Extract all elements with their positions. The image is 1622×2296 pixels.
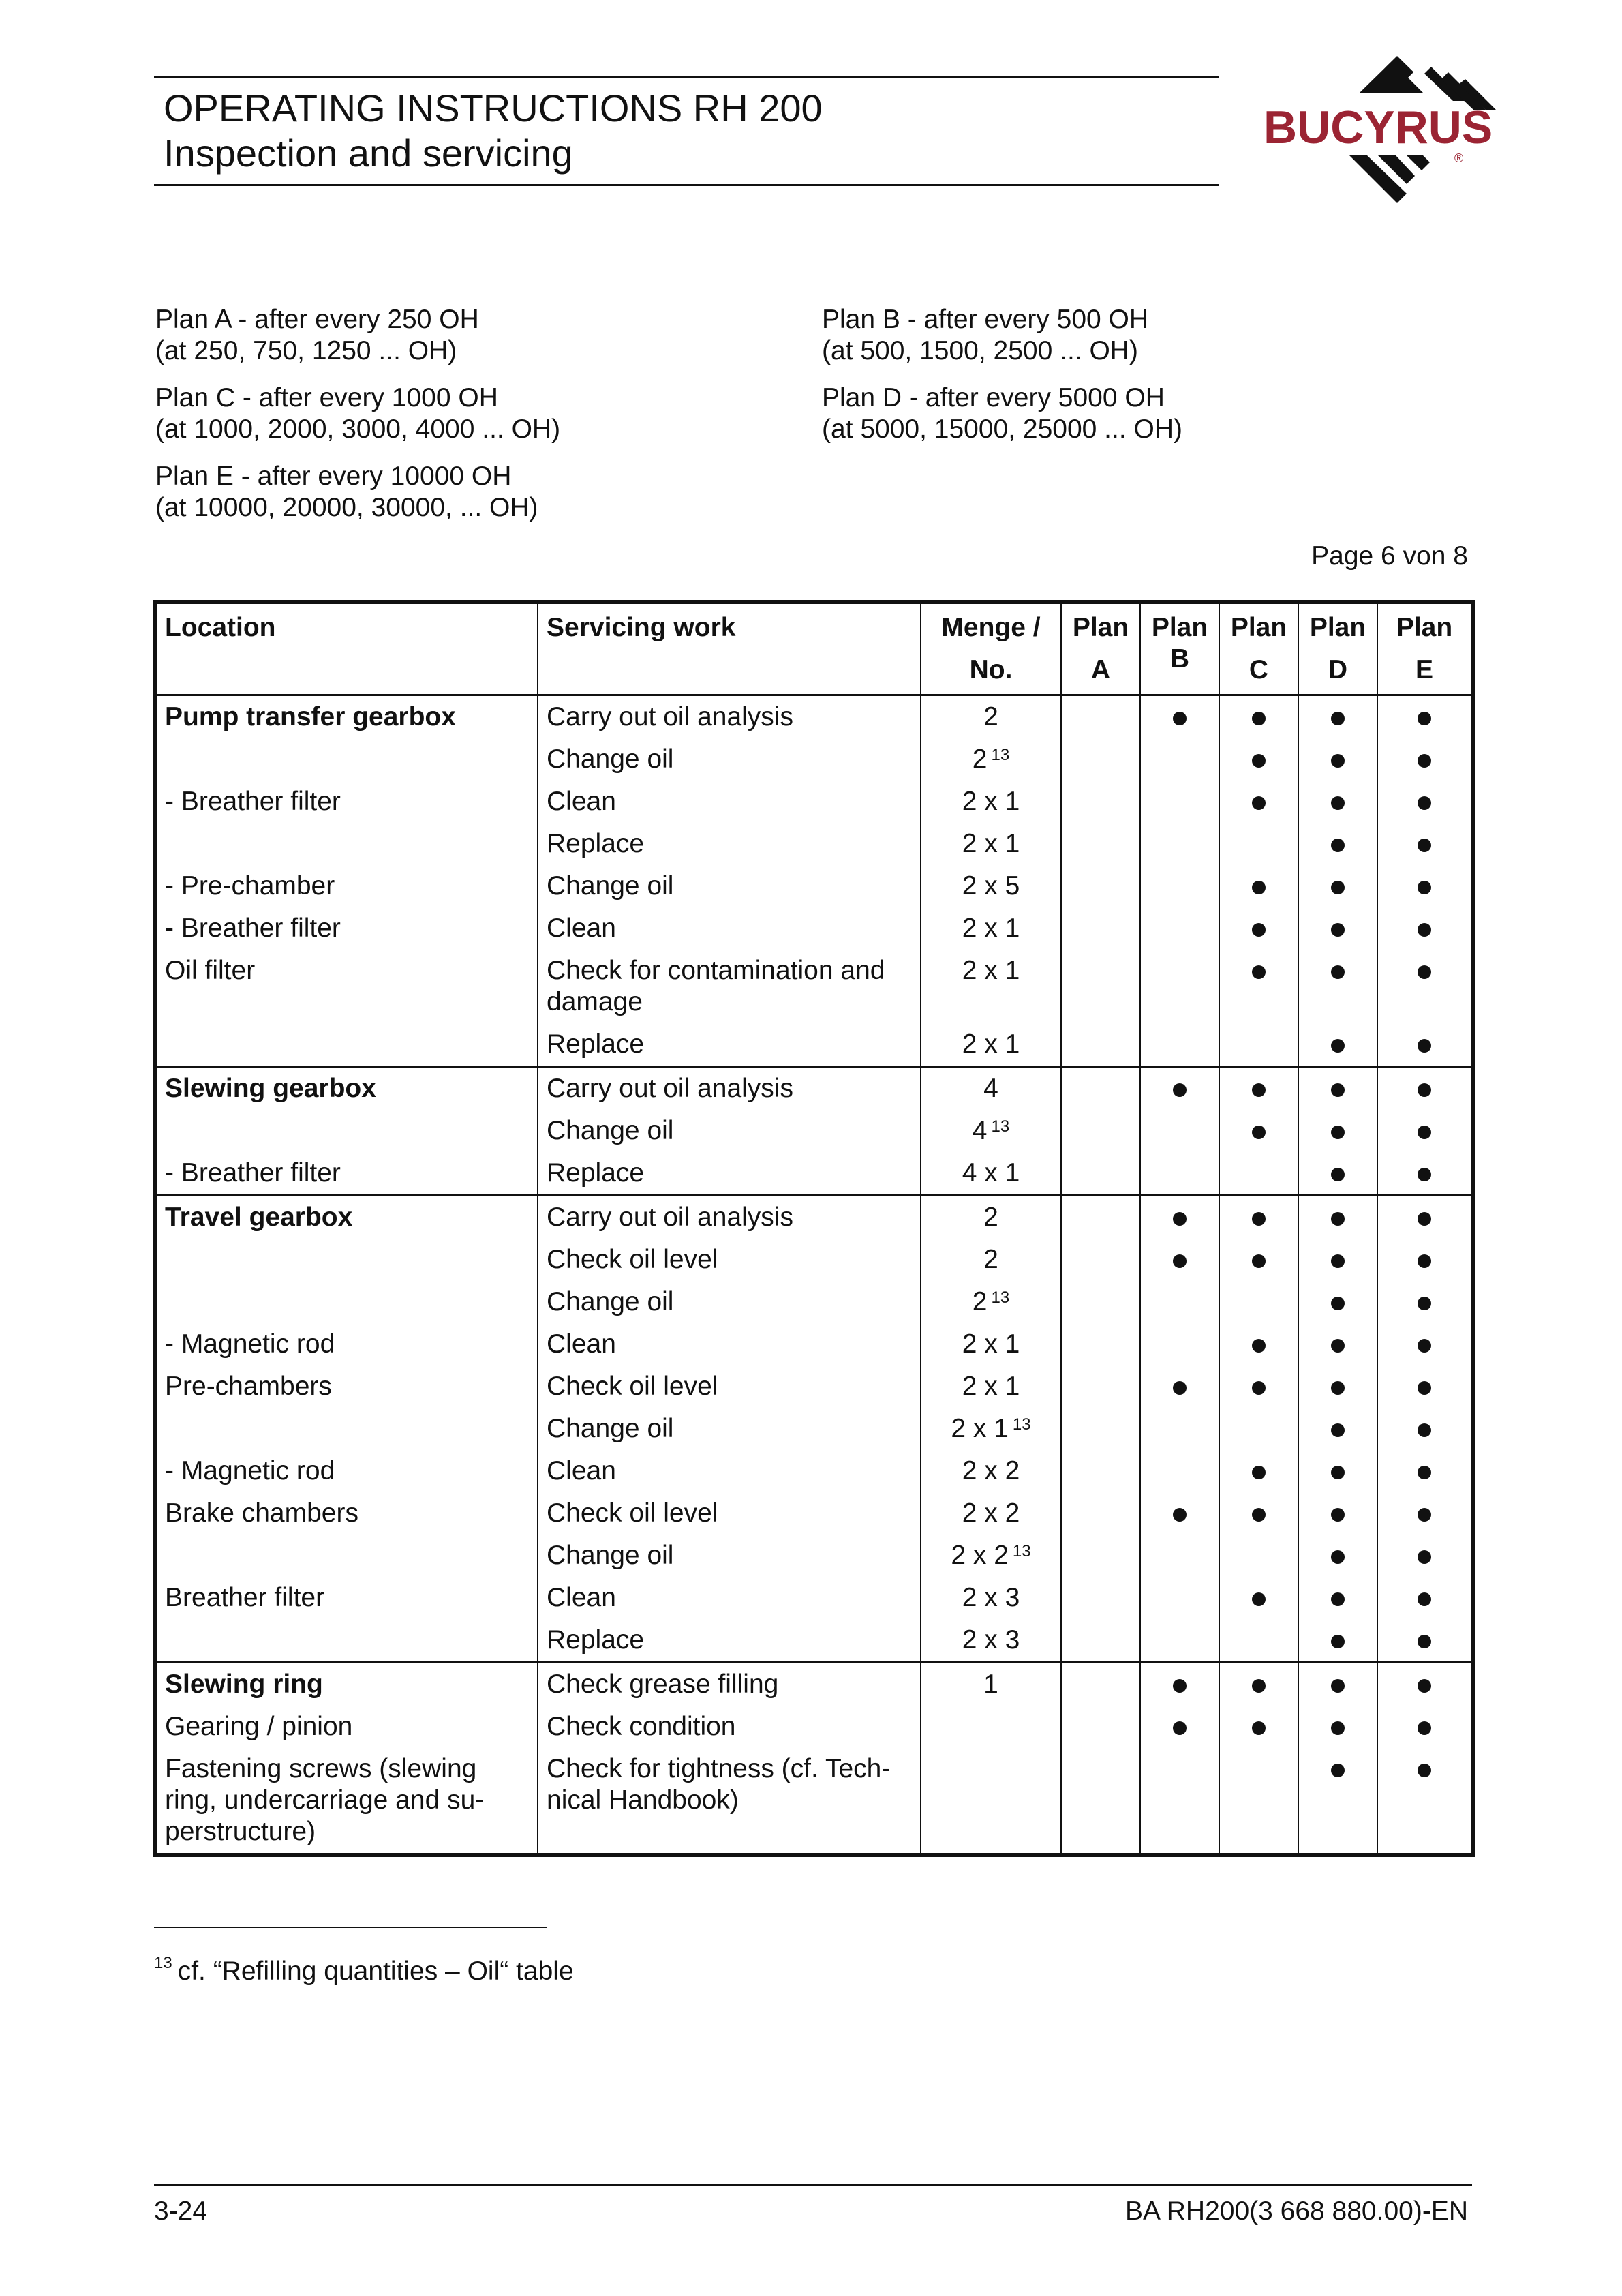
plan-marker <box>1331 1764 1345 1777</box>
col-header-menge: Menge / No. <box>921 602 1061 695</box>
table-row <box>155 781 1473 823</box>
row-qty: 2 x 1 <box>921 1365 1061 1408</box>
plan-marker <box>1418 712 1431 725</box>
row-work: Clean <box>538 781 921 823</box>
header-title-line2: Inspection and servicing <box>164 132 573 175</box>
row-qty: 2 x 1 <box>921 1023 1061 1067</box>
plan-e-block <box>155 461 538 524</box>
plan-marker <box>1252 1679 1266 1693</box>
plan-marker <box>1418 1423 1431 1437</box>
row-qty: 4 $^{13}$ <box>921 1110 1061 1152</box>
plan-marker <box>1252 1339 1266 1353</box>
plan-marker <box>1252 1381 1266 1395</box>
plan-marker <box>1173 1254 1187 1268</box>
table-row <box>155 1408 1473 1450</box>
plan-e-schedule: (at 10000, 20000, 30000, ... OH) <box>155 493 538 522</box>
plan-marker <box>1173 1679 1187 1693</box>
plan-marker <box>1252 881 1266 894</box>
row-location <box>155 1110 538 1152</box>
plan-marker <box>1418 1083 1431 1097</box>
row-work: Change oil <box>538 738 921 781</box>
plan-marker <box>1418 1550 1431 1564</box>
table-row <box>155 1450 1473 1492</box>
row-qty: 2 x 5 <box>921 865 1061 907</box>
row-work: Change oil <box>538 1110 921 1152</box>
row-qty <box>921 1706 1061 1748</box>
plan-marker <box>1331 1168 1345 1181</box>
row-location: Pre-chambers <box>155 1365 538 1408</box>
row-qty: 2 x 2 <box>921 1450 1061 1492</box>
row-qty: 2 x 3 <box>921 1619 1061 1663</box>
row-location: - Breather filter <box>155 781 538 823</box>
row-work: Check oil level <box>538 1239 921 1281</box>
plan-c-schedule: (at 1000, 2000, 3000, 4000 ... OH) <box>155 414 561 444</box>
plan-marker <box>1252 1254 1266 1268</box>
plan-marker <box>1252 965 1266 979</box>
plan-marker <box>1252 754 1266 768</box>
row-work: Change oil <box>538 1281 921 1323</box>
row-work: Change oil <box>538 865 921 907</box>
plan-marker <box>1331 1721 1345 1735</box>
page-indicator: Page 6 von 8 <box>1311 541 1468 571</box>
plan-d-block <box>822 382 1182 445</box>
row-location <box>155 738 538 781</box>
plan-c-title: Plan C - after every 1000 OH <box>155 383 498 412</box>
plan-marker <box>1252 1721 1266 1735</box>
plan-marker <box>1173 1083 1187 1097</box>
row-location: Slewing gearbox <box>155 1067 538 1111</box>
plan-marker <box>1331 1508 1345 1522</box>
footnote-ref: 13 <box>1012 1415 1031 1434</box>
row-qty: 2 $^{13}$ <box>921 738 1061 781</box>
row-work: Check grease filling <box>538 1663 921 1706</box>
row-work: Clean <box>538 907 921 950</box>
row-qty <box>921 1748 1061 1855</box>
plan-marker <box>1418 1339 1431 1353</box>
row-qty: 2 x 2 $^{13}$ <box>921 1535 1061 1577</box>
footer-rule <box>154 2184 1472 2186</box>
row-location: - Magnetic rod <box>155 1323 538 1365</box>
plan-marker <box>1331 839 1345 852</box>
row-location <box>155 1535 538 1577</box>
plan-marker <box>1331 965 1345 979</box>
plan-marker <box>1418 1212 1431 1226</box>
plan-marker <box>1418 923 1431 937</box>
plan-marker <box>1418 1126 1431 1139</box>
row-location: - Breather filter <box>155 1152 538 1196</box>
table-row <box>155 1492 1473 1535</box>
plan-a-title: Plan A - after every 250 OH <box>155 305 479 334</box>
row-location: Gearing / pinion <box>155 1706 538 1748</box>
footnote-ref: 13 <box>1012 1542 1031 1560</box>
plan-marker <box>1252 712 1266 725</box>
plan-marker <box>1331 923 1345 937</box>
row-qty: 2 x 2 <box>921 1492 1061 1535</box>
plan-marker <box>1331 1423 1345 1437</box>
plan-marker <box>1173 1508 1187 1522</box>
plan-b-title: Plan B - after every 500 OH <box>822 305 1149 334</box>
row-work: Check oil level <box>538 1365 921 1408</box>
table-row <box>155 907 1473 950</box>
plan-marker <box>1418 1721 1431 1735</box>
row-location <box>155 1619 538 1663</box>
table-row <box>155 1365 1473 1408</box>
plan-marker <box>1331 1039 1345 1053</box>
row-location: - Pre-chamber <box>155 865 538 907</box>
plan-marker <box>1418 1039 1431 1053</box>
plan-marker <box>1418 881 1431 894</box>
row-work: Replace <box>538 823 921 865</box>
plan-marker <box>1418 1168 1431 1181</box>
row-location: - Breather filter <box>155 907 538 950</box>
row-work: Carry out oil analysis <box>538 695 921 739</box>
plan-marker <box>1418 1592 1431 1606</box>
plan-marker <box>1331 1466 1345 1479</box>
col-header-work: Servicing work <box>538 602 921 695</box>
row-qty: 2 <box>921 1196 1061 1239</box>
row-location: Fastening screws (slewing ring, undercarriage and su-perstructure) <box>155 1748 538 1855</box>
table-row <box>155 1152 1473 1196</box>
table-row <box>155 823 1473 865</box>
plan-marker <box>1252 796 1266 810</box>
table-row <box>155 950 1473 1023</box>
document-header <box>164 86 823 176</box>
plan-marker <box>1418 1635 1431 1648</box>
plan-marker <box>1331 1126 1345 1139</box>
plan-marker <box>1252 1126 1266 1139</box>
plan-marker <box>1331 1592 1345 1606</box>
row-qty: 1 <box>921 1663 1061 1706</box>
plan-marker <box>1252 1212 1266 1226</box>
row-work: Carry out oil analysis <box>538 1067 921 1111</box>
row-location <box>155 1408 538 1450</box>
plan-marker <box>1331 1212 1345 1226</box>
row-work: Replace <box>538 1619 921 1663</box>
plan-marker <box>1173 1212 1187 1226</box>
table-row <box>155 1023 1473 1067</box>
plan-marker <box>1418 1466 1431 1479</box>
footnote-separator <box>154 1927 547 1928</box>
plan-marker <box>1418 1764 1431 1777</box>
plan-marker <box>1331 1679 1345 1693</box>
servicing-table <box>153 600 1475 1857</box>
row-location: Brake chambers <box>155 1492 538 1535</box>
row-qty: 2 x 1 <box>921 1323 1061 1365</box>
plan-marker <box>1418 796 1431 810</box>
plan-marker <box>1331 1381 1345 1395</box>
plan-marker <box>1331 1083 1345 1097</box>
row-location: Travel gearbox <box>155 1196 538 1239</box>
table-header-row <box>155 602 1473 695</box>
plan-marker <box>1331 1550 1345 1564</box>
plan-marker <box>1418 1381 1431 1395</box>
row-work: Replace <box>538 1152 921 1196</box>
page-number: 3-24 <box>154 2196 208 2226</box>
col-header-plan-c: Plan C <box>1219 602 1298 695</box>
table-row <box>155 1535 1473 1577</box>
row-qty: 2 <box>921 1239 1061 1281</box>
plan-marker <box>1173 712 1187 725</box>
row-location: Breather filter <box>155 1577 538 1619</box>
row-qty: 2 x 1 <box>921 781 1061 823</box>
plan-marker <box>1418 1508 1431 1522</box>
plan-d-title: Plan D - after every 5000 OH <box>822 383 1165 412</box>
plan-marker <box>1331 796 1345 810</box>
row-qty: 4 <box>921 1067 1061 1111</box>
plan-a-block <box>155 304 479 367</box>
plan-b-schedule: (at 500, 1500, 2500 ... OH) <box>822 336 1138 365</box>
plan-marker <box>1418 754 1431 768</box>
plan-marker <box>1252 1083 1266 1097</box>
plan-d-schedule: (at 5000, 15000, 25000 ... OH) <box>822 414 1183 444</box>
row-qty: 2 $^{13}$ <box>921 1281 1061 1323</box>
row-work: Check for contamination and damage <box>538 950 921 1023</box>
col-header-plan-b: Plan B <box>1140 602 1219 695</box>
logo-wordmark: BUCYRUS <box>1264 102 1493 153</box>
plan-marker <box>1331 881 1345 894</box>
row-work: Carry out oil analysis <box>538 1196 921 1239</box>
row-work: Check condition <box>538 1706 921 1748</box>
row-work: Check for tightness (cf. Tech-nical Handbook) <box>538 1748 921 1855</box>
table-row <box>155 1281 1473 1323</box>
table-row <box>155 695 1473 739</box>
row-location <box>155 1023 538 1067</box>
row-location: Slewing ring <box>155 1663 538 1706</box>
footnote-ref: 13 <box>991 1117 1010 1136</box>
plan-marker <box>1173 1381 1187 1395</box>
col-header-plan-a: Plan A <box>1061 602 1140 695</box>
row-work: Clean <box>538 1323 921 1365</box>
table-row <box>155 1110 1473 1152</box>
plan-marker <box>1331 1635 1345 1648</box>
plan-e-title: Plan E - after every 10000 OH <box>155 462 512 491</box>
logo-registered-mark: ® <box>1454 151 1464 165</box>
row-work: Change oil <box>538 1408 921 1450</box>
row-location <box>155 1239 538 1281</box>
plan-marker <box>1331 1297 1345 1310</box>
plan-marker <box>1418 1297 1431 1310</box>
row-work: Clean <box>538 1450 921 1492</box>
row-location: - Magnetic rod <box>155 1450 538 1492</box>
header-title-line1: OPERATING INSTRUCTIONS RH 200 <box>164 87 823 130</box>
table-row <box>155 1323 1473 1365</box>
plan-marker <box>1331 712 1345 725</box>
table-row <box>155 1067 1473 1111</box>
footnote-number: 13 <box>154 1954 172 1972</box>
plan-marker <box>1331 1254 1345 1268</box>
row-qty: 2 x 1 <box>921 950 1061 1023</box>
row-qty: 2 <box>921 695 1061 739</box>
row-qty: 2 x 1 <box>921 907 1061 950</box>
row-work: Clean <box>538 1577 921 1619</box>
footnote <box>154 1954 574 1987</box>
col-header-plan-e: Plan E <box>1377 602 1473 695</box>
table-row <box>155 1748 1473 1855</box>
footnote-ref: 13 <box>991 1288 1010 1307</box>
row-work: Change oil <box>538 1535 921 1577</box>
row-work: Check oil level <box>538 1492 921 1535</box>
row-qty: 2 x 1 $^{13}$ <box>921 1408 1061 1450</box>
plan-c-block <box>155 382 560 445</box>
plan-marker <box>1418 1254 1431 1268</box>
plan-b-block <box>822 304 1148 367</box>
plan-marker <box>1252 1508 1266 1522</box>
table-row <box>155 738 1473 781</box>
row-location <box>155 1281 538 1323</box>
col-header-plan-d: Plan D <box>1298 602 1377 695</box>
document-reference: BA RH200(3 668 880.00)-EN <box>1125 2196 1468 2226</box>
row-qty: 4 x 1 <box>921 1152 1061 1196</box>
table-row <box>155 1663 1473 1706</box>
plan-marker <box>1252 1466 1266 1479</box>
plan-marker <box>1252 923 1266 937</box>
plan-marker <box>1418 839 1431 852</box>
plan-a-schedule: (at 250, 750, 1250 ... OH) <box>155 336 457 365</box>
footnote-text: cf. “Refilling quantities – Oil“ table <box>177 1957 574 1986</box>
col-header-location: Location <box>155 602 538 695</box>
table-row <box>155 1619 1473 1663</box>
plan-marker <box>1418 965 1431 979</box>
plan-marker <box>1252 1592 1266 1606</box>
row-work: Replace <box>538 1023 921 1067</box>
row-location <box>155 823 538 865</box>
plan-marker <box>1331 754 1345 768</box>
row-qty: 2 x 3 <box>921 1577 1061 1619</box>
header-top-rule <box>154 76 1219 78</box>
header-bottom-rule <box>154 184 1219 186</box>
row-location: Pump transfer gearbox <box>155 695 538 739</box>
bucyrus-logo <box>1261 53 1520 217</box>
table-row <box>155 1196 1473 1239</box>
row-location: Oil filter <box>155 950 538 1023</box>
table-row <box>155 1706 1473 1748</box>
table-row <box>155 1577 1473 1619</box>
row-qty: 2 x 1 <box>921 823 1061 865</box>
table-row <box>155 865 1473 907</box>
plan-marker <box>1331 1339 1345 1353</box>
table-row <box>155 1239 1473 1281</box>
footnote-ref: 13 <box>991 746 1010 764</box>
plan-marker <box>1173 1721 1187 1735</box>
plan-marker <box>1418 1679 1431 1693</box>
